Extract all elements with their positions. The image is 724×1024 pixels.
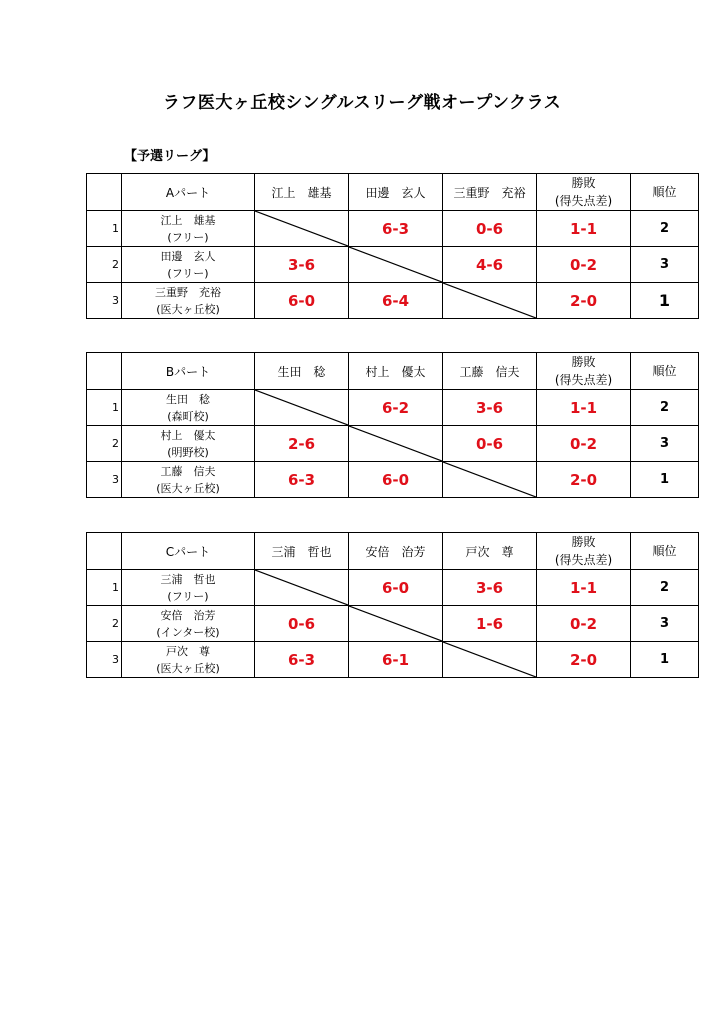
header-row — [87, 174, 699, 211]
player-number: 2 — [87, 247, 122, 283]
match-score: 6-0 — [349, 462, 443, 498]
header-row — [87, 353, 699, 390]
league-table-a — [86, 173, 699, 319]
rank-value: 3 — [631, 426, 699, 462]
self-match-diagonal — [255, 390, 349, 426]
rank-header: 順位 — [631, 353, 699, 390]
player-name: 三浦 哲也 — [160, 572, 216, 586]
match-score: 6-1 — [349, 642, 443, 678]
player-number: 1 — [87, 570, 122, 606]
player-name: 江上 雄基 — [160, 213, 216, 227]
self-match-diagonal — [255, 211, 349, 247]
part-label: Aパート — [122, 174, 255, 211]
rank-value: 1 — [631, 642, 699, 678]
match-score: 0-6 — [255, 606, 349, 642]
player-number: 3 — [87, 462, 122, 498]
player-name: 三重野 充裕 — [155, 285, 221, 299]
table-row — [87, 606, 699, 642]
match-score: 3-6 — [255, 247, 349, 283]
corner-cell — [87, 533, 122, 570]
self-match-diagonal — [443, 642, 537, 678]
player-club: (医大ヶ丘校) — [156, 302, 220, 316]
record-header-line2: (得失点差) — [554, 194, 613, 208]
player-name: 安倍 治芳 — [160, 608, 216, 622]
opponent-header: 三重野 充裕 — [443, 174, 537, 211]
match-score: 3-6 — [443, 570, 537, 606]
win-loss-record: 2-0 — [537, 642, 631, 678]
record-header-line1: 勝敗 — [571, 535, 596, 549]
player-cell — [122, 283, 255, 319]
player-name: 戸次 尊 — [166, 644, 210, 658]
rank-value: 2 — [631, 211, 699, 247]
match-score: 4-6 — [443, 247, 537, 283]
match-score: 0-6 — [443, 426, 537, 462]
match-score: 6-3 — [349, 211, 443, 247]
player-number: 2 — [87, 606, 122, 642]
match-score: 1-6 — [443, 606, 537, 642]
corner-cell — [87, 174, 122, 211]
table-row — [87, 642, 699, 678]
rank-value: 3 — [631, 606, 699, 642]
opponent-header: 生田 稔 — [255, 353, 349, 390]
player-name: 生田 稔 — [166, 392, 210, 406]
self-match-diagonal — [349, 606, 443, 642]
opponent-header: 戸次 尊 — [443, 533, 537, 570]
player-club: (フリー) — [167, 589, 209, 603]
player-name: 村上 優太 — [160, 428, 216, 442]
record-header-line1: 勝敗 — [571, 176, 596, 190]
win-loss-record: 0-2 — [537, 606, 631, 642]
corner-cell — [87, 353, 122, 390]
table-row — [87, 283, 699, 319]
player-club: (明野校) — [167, 445, 209, 459]
section-subtitle: 【予選リーグ】 — [124, 149, 216, 164]
self-match-diagonal — [349, 247, 443, 283]
match-score: 0-6 — [443, 211, 537, 247]
rank-value: 2 — [631, 390, 699, 426]
self-match-diagonal — [443, 462, 537, 498]
player-number: 2 — [87, 426, 122, 462]
match-score: 6-3 — [255, 462, 349, 498]
record-header-line2: (得失点差) — [554, 553, 613, 567]
player-name: 田邊 玄人 — [160, 249, 216, 263]
player-name: 工藤 信夫 — [160, 464, 216, 478]
player-number: 3 — [87, 283, 122, 319]
rank-value: 1 — [631, 462, 699, 498]
win-loss-record: 0-2 — [537, 247, 631, 283]
player-club: (森町校) — [167, 409, 209, 423]
match-score: 2-6 — [255, 426, 349, 462]
table-row — [87, 211, 699, 247]
player-club: (フリー) — [167, 266, 209, 280]
table-row — [87, 426, 699, 462]
record-header — [537, 533, 631, 570]
opponent-header: 田邊 玄人 — [349, 174, 443, 211]
self-match-diagonal — [443, 283, 537, 319]
rank-header: 順位 — [631, 533, 699, 570]
player-cell — [122, 570, 255, 606]
table-row — [87, 247, 699, 283]
rank-header: 順位 — [631, 174, 699, 211]
win-loss-record: 2-0 — [537, 462, 631, 498]
opponent-header: 工藤 信夫 — [443, 353, 537, 390]
win-loss-record: 1-1 — [537, 570, 631, 606]
win-loss-record: 0-2 — [537, 426, 631, 462]
player-club: (フリー) — [167, 230, 209, 244]
league-table-c — [86, 532, 699, 678]
player-cell — [122, 462, 255, 498]
win-loss-record: 1-1 — [537, 390, 631, 426]
record-header — [537, 353, 631, 390]
win-loss-record: 1-1 — [537, 211, 631, 247]
rank-value: 3 — [631, 247, 699, 283]
opponent-header: 村上 優太 — [349, 353, 443, 390]
match-score: 6-2 — [349, 390, 443, 426]
player-club: (医大ヶ丘校) — [156, 661, 220, 675]
player-club: (インター校) — [156, 625, 220, 639]
match-score: 3-6 — [443, 390, 537, 426]
win-loss-record: 2-0 — [537, 283, 631, 319]
player-club: (医大ヶ丘校) — [156, 481, 220, 495]
league-table-b — [86, 352, 699, 498]
table-row — [87, 462, 699, 498]
match-score: 6-0 — [255, 283, 349, 319]
player-cell — [122, 247, 255, 283]
player-number: 3 — [87, 642, 122, 678]
self-match-diagonal — [255, 570, 349, 606]
part-label: Bパート — [122, 353, 255, 390]
match-score: 6-0 — [349, 570, 443, 606]
player-cell — [122, 426, 255, 462]
player-cell — [122, 211, 255, 247]
self-match-diagonal — [349, 426, 443, 462]
rank-value: 2 — [631, 570, 699, 606]
opponent-header: 三浦 哲也 — [255, 533, 349, 570]
player-cell — [122, 390, 255, 426]
table-row — [87, 570, 699, 606]
table-row — [87, 390, 699, 426]
record-header — [537, 174, 631, 211]
match-score: 6-3 — [255, 642, 349, 678]
player-cell — [122, 606, 255, 642]
match-score: 6-4 — [349, 283, 443, 319]
page-title: ラフ医大ヶ丘校シングルスリーグ戦オープンクラス — [162, 93, 562, 113]
record-header-line2: (得失点差) — [554, 373, 613, 387]
player-number: 1 — [87, 390, 122, 426]
player-cell — [122, 642, 255, 678]
record-header-line1: 勝敗 — [571, 355, 596, 369]
header-row — [87, 533, 699, 570]
rank-value: 1 — [631, 283, 699, 319]
player-number: 1 — [87, 211, 122, 247]
opponent-header: 江上 雄基 — [255, 174, 349, 211]
part-label: Cパート — [122, 533, 255, 570]
opponent-header: 安倍 治芳 — [349, 533, 443, 570]
